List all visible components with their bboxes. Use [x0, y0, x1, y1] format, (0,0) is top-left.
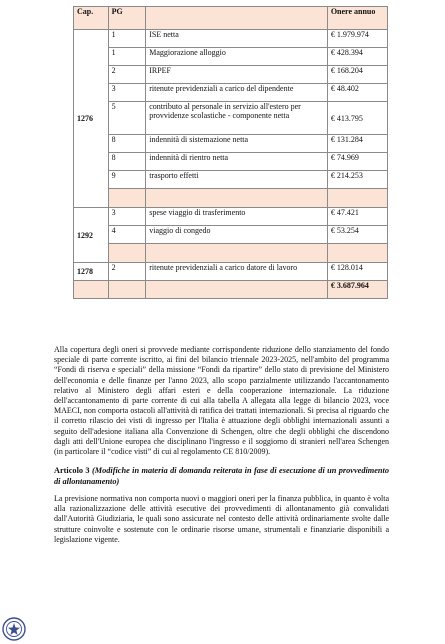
cost-table: [73, 6, 388, 299]
amount-cell: € 53.254: [327, 226, 387, 244]
table-row: [74, 102, 388, 135]
table-row: [74, 171, 388, 189]
article-label: Articolo 3: [54, 466, 90, 475]
desc-cell: indennità di sistemazione netta: [146, 135, 328, 153]
seal-icon: [2, 617, 26, 641]
table-row: [74, 30, 388, 48]
amount-cell: € 214.253: [327, 171, 387, 189]
table-row: [74, 66, 388, 84]
table-row: [74, 208, 388, 226]
article-heading: [54, 465, 389, 487]
pg-cell: 9: [108, 171, 146, 189]
desc-cell: spese viaggio di trasferimento: [146, 208, 328, 226]
paragraph-coverage: Alla copertura degli oneri si provvede mediante corrispondente riduzione dello stanziamento del fondo speciale di parte corrente iscritto, ai fini del bilancio triennale 2023-2025, nell'ambito del programma “Fondi di riserva e speciali” della missione “Fondi da ripartire” dello stato di previsione del Ministero dell'economia e delle finanze per l'anno 2023, allo scopo parzialmente utilizzando l'accantonamento relativo al Ministero degli affari esteri e della cooperazione internazionale. La riduzione dell'accantonamento di parte corrente di cui alla tabella A allegata alla legge di bilancio 2023, voce MAECI, non comporta ostacoli all'attività di ratifica dei trattati internazionali. Si precisa al riguardo che il corretto rilascio dei visti di ingresso per l'Italia è attuazione degli obblighi internazionali assunti a seguito dell'adesione italiana alla Convenzione di Schengen, oltre che degli obblighi che discendono dagli atti dell'Unione europea che disciplinano l'ingresso e il soggiorno di stranieri nell'area Schengen (in particolare il “codice visti” di cui al regolamento CE 810/2009).: [54, 345, 389, 457]
table-spacer-row: [74, 244, 388, 263]
total-amount: € 3.687.964: [327, 281, 387, 299]
pg-cell: 5: [108, 102, 146, 135]
desc-cell: viaggio di congedo: [146, 226, 328, 244]
article-title: (Modifiche in materia di domanda reiterata in fase di esecuzione di un provvedimento di allontanamento): [54, 466, 390, 486]
desc-cell: ISE netta: [146, 30, 328, 48]
amount-cell: € 74.969: [327, 153, 387, 171]
amount-cell: € 168.204: [327, 66, 387, 84]
cap-cell: 1276: [74, 30, 109, 208]
desc-cell: ritenute previdenziali a carico datore di lavoro: [146, 263, 328, 281]
header-onere: Onere annuo: [327, 7, 387, 30]
amount-cell: € 48.402: [327, 84, 387, 102]
pg-cell: 1: [108, 30, 146, 48]
pg-cell: 8: [108, 153, 146, 171]
table-row: [74, 153, 388, 171]
pg-cell: 2: [108, 263, 146, 281]
desc-cell: contributo al personale in servizio all'estero per provvidenze scolastiche - componente netta: [146, 102, 328, 135]
pg-cell: 1: [108, 48, 146, 66]
pg-cell: 3: [108, 84, 146, 102]
paragraph-article-3: La previsione normativa non comporta nuovi o maggiori oneri per la finanza pubblica, in quanto è volta alla razionalizzazione delle attività esecutive dei provvedimenti di allontanamento già convalidati dall'Autorità Giudiziaria, le quali sono assicurate nel contesto delle attività ordinariamente svolte dalle strutture coinvolte e sostenute con le ordinarie risorse umane, strumentali e finanziarie disponibili a legislazione vigente.: [54, 494, 389, 544]
table-row: [74, 135, 388, 153]
amount-cell: € 413.795: [327, 102, 387, 135]
table-row: [74, 263, 388, 281]
pg-cell: 8: [108, 135, 146, 153]
pg-cell: 4: [108, 226, 146, 244]
header-desc: [146, 7, 328, 30]
amount-cell: € 428.394: [327, 48, 387, 66]
table-row: [74, 84, 388, 102]
table-spacer-row: [74, 189, 388, 208]
amount-cell: € 1.979.974: [327, 30, 387, 48]
header-cap: Cap.: [74, 7, 109, 30]
amount-cell: € 128.014: [327, 263, 387, 281]
cap-cell: 1278: [74, 263, 109, 281]
table-row: [74, 48, 388, 66]
desc-cell: IRPEF: [146, 66, 328, 84]
cap-cell: 1292: [74, 208, 109, 263]
table-row: [74, 226, 388, 244]
desc-cell: trasporto effetti: [146, 171, 328, 189]
desc-cell: Maggiorazione alloggio: [146, 48, 328, 66]
pg-cell: 3: [108, 208, 146, 226]
table-header-row: [74, 7, 388, 30]
desc-cell: indennità di rientro netta: [146, 153, 328, 171]
pg-cell: 2: [108, 66, 146, 84]
desc-cell: ritenute previdenziali a carico del dipendente: [146, 84, 328, 102]
header-pg: PG: [108, 7, 146, 30]
amount-cell: € 131.284: [327, 135, 387, 153]
table-total-row: [74, 281, 388, 299]
amount-cell: € 47.421: [327, 208, 387, 226]
